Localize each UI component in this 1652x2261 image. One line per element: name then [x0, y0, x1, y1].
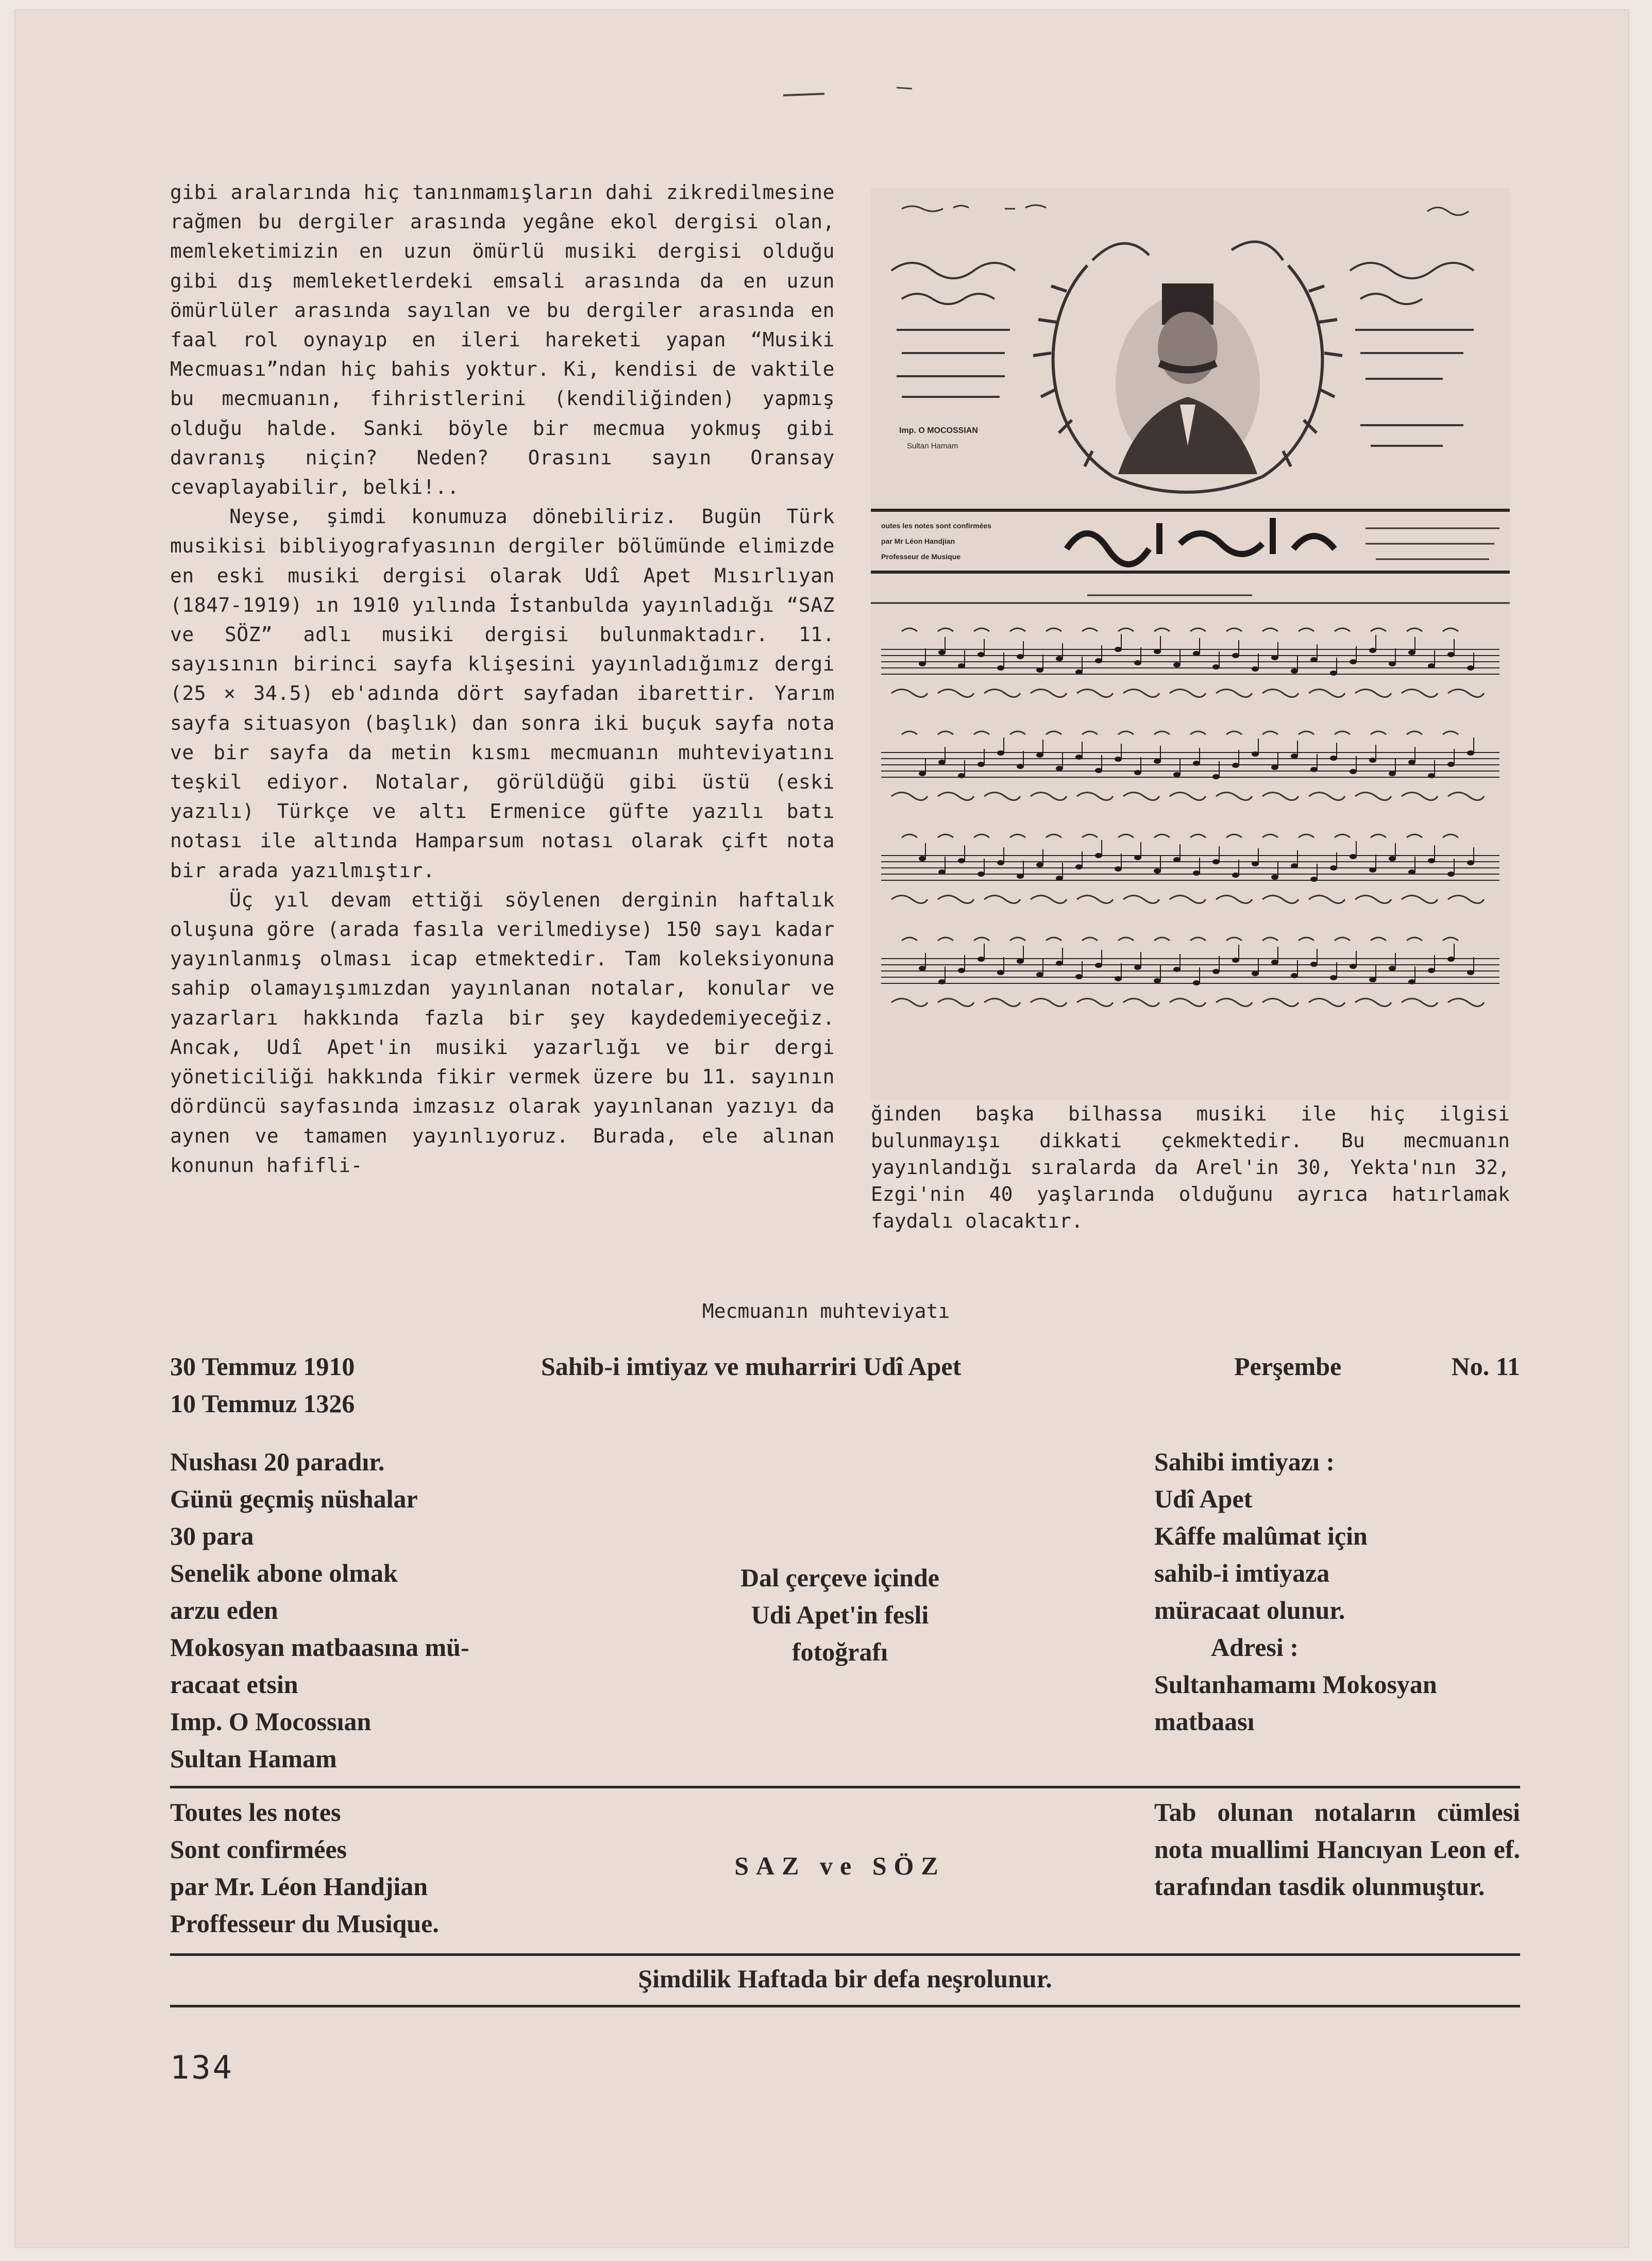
note-head	[958, 663, 965, 668]
note-head	[958, 858, 965, 863]
confirmation-row	[170, 1794, 1520, 1948]
note-head	[1467, 860, 1474, 865]
center-line: Udi Apet'in fesli	[751, 1600, 929, 1629]
divider-line	[170, 1953, 1520, 1956]
left-line: racaat etsin	[170, 1670, 298, 1699]
note-head	[1310, 962, 1318, 967]
note-head	[1232, 958, 1239, 963]
note-head	[1369, 867, 1376, 873]
note-head	[1350, 769, 1357, 774]
note-head	[997, 750, 1004, 756]
paragraph-1: gibi aralarında hiç tanınmamışların dahi zikredilmesine rağmen bu dergiler arasında yegâne ekol dergisi olan, memleketimizin en uzun ömürlü musiki dergisi olduğu gibi dış memleketlerdeki emsali arasında da en uzun ömürlüler arasında sayılan ve bu dergiler arasında en faal rol oynayıp en ileri hareketi yapan “Musiki Mecmuası”ndan hiç bahis yoktur. Ki, kendisi de vaktile bu mecmuanın, fihristlerini (kendiliğinden) yapmış olduğu halde. Sanki böyle bir mecmua yokmuş gibi davranış niçin? Neden? Orasını sayın Oransay cevaplayabilir, belki!..	[170, 181, 835, 499]
note-head	[1428, 968, 1435, 973]
left-line: 30 para	[170, 1521, 254, 1550]
divider-line	[170, 2005, 1520, 2007]
note-head	[1115, 866, 1122, 872]
note-head	[1428, 858, 1435, 863]
note-head	[938, 760, 946, 765]
left-line: Mokosyan matbaasına mü-	[170, 1633, 469, 1662]
note-head	[1075, 755, 1083, 760]
note-head	[1193, 870, 1200, 876]
note-head	[1271, 875, 1278, 880]
note-head	[1369, 648, 1376, 653]
note-head	[1036, 667, 1043, 673]
note-head	[1467, 750, 1474, 756]
note-head	[1252, 971, 1259, 976]
note-head	[1252, 666, 1259, 672]
figure-mid-label-2: par Mr Léon Handjian	[881, 537, 955, 545]
note-head	[1193, 980, 1200, 985]
stray-marks	[773, 77, 979, 108]
note-head	[1017, 654, 1024, 659]
note-head	[1389, 856, 1396, 861]
note-head	[1134, 660, 1141, 665]
left-line: Senelik abone olmak	[170, 1559, 398, 1587]
note-head	[1330, 756, 1337, 761]
note-head	[1115, 976, 1122, 981]
note-head	[1271, 960, 1278, 965]
note-head	[1447, 872, 1455, 877]
note-head	[1389, 771, 1396, 776]
note-head	[919, 856, 926, 861]
article-continuation: ğinden başka bilhassa musiki ile hiç ilgisi bulunmayışı dikkati çekmektedir. Bu mecmuanın yayınlandığı sıralarda da Arel'in 30, Yekta'nın 32, Ezgi'nin 40 yaşlarında olduğunu ayrıca hatırlamak faydalı olacaktır.	[871, 1102, 1510, 1232]
date-gregorian: 30 Temmuz 1910	[170, 1352, 355, 1381]
french-line: Proffesseur du Musique.	[170, 1909, 439, 1938]
note-head	[1428, 663, 1435, 668]
paragraph-2: Neyse, şimdi konumuza dönebiliriz. Bugün Türk musikisi bibliyografyasının dergiler bölümünde elimizde en eski musiki dergisi olarak Udî Apet Mısırlıyan (1847-1919) ın 1910 yılında İstanbulda yayınladığı “SAZ ve SÖZ” adlı musiki dergisi bulunmaktadır. 11. sayısının birinci sayfa klişesini yayınladığımız dergi (25 × 34.5) eb'adında dört sayfadan ibarettir. Yarım sayfa situasyon (başlık) dan sonra iki buçuk sayfa nota ve bir sayfa da metin kısmı mecmuanın muhteviyatını teşkil ediyor. Notalar, görüldüğü gibi üstü (eski yazılı) Türkçe ve altı Ermenice güfte yazılı batı notası ile altında Hamparsum notası olarak çift nota bir arada yazılmıştır.	[170, 505, 835, 882]
note-head	[1075, 864, 1083, 869]
note-head	[1271, 765, 1278, 770]
note-head	[1447, 762, 1455, 767]
note-head	[1291, 863, 1298, 868]
note-head	[1154, 978, 1161, 983]
note-head	[1095, 853, 1102, 858]
note-head	[1154, 649, 1161, 654]
note-head	[1330, 671, 1337, 676]
note-head	[997, 970, 1004, 975]
note-head	[1154, 759, 1161, 764]
note-head	[997, 860, 1004, 865]
note-head	[1232, 653, 1239, 658]
table-caption: Mecmuanın muhteviyatı	[702, 1300, 950, 1322]
date-rumi: 10 Temmuz 1326	[170, 1389, 355, 1418]
magazine-cover-image	[871, 188, 1510, 1100]
note-head	[1232, 873, 1239, 878]
note-head	[1212, 859, 1220, 864]
note-head	[1115, 647, 1122, 652]
note-head	[1291, 973, 1298, 978]
center-line: fotoğrafı	[791, 1637, 888, 1666]
note-head	[1056, 656, 1063, 661]
note-head	[1369, 758, 1376, 763]
masthead-row	[170, 1348, 1520, 1420]
note-head	[919, 966, 926, 971]
magazine-cover-svg	[871, 188, 1510, 1100]
note-head	[977, 652, 985, 657]
note-head	[1095, 768, 1102, 773]
note-head	[1115, 757, 1122, 762]
address-line: matbaası	[1154, 1707, 1255, 1736]
note-head	[1075, 974, 1083, 979]
note-head	[1408, 979, 1415, 984]
figure-left-label-2: Sultan Hamam	[907, 442, 958, 450]
note-head	[1193, 761, 1200, 766]
note-head	[1036, 862, 1043, 867]
note-head	[1252, 751, 1259, 757]
note-head	[938, 979, 946, 984]
note-head	[1134, 855, 1141, 860]
note-head	[1154, 868, 1161, 874]
left-line: Imp. O Mocossıan	[170, 1707, 372, 1736]
note-head	[1036, 972, 1043, 977]
note-head	[1467, 665, 1474, 671]
weekday: Perşembe	[1234, 1352, 1342, 1381]
info-row	[170, 1443, 1520, 1783]
right-line: Kâffe malûmat için	[1154, 1521, 1368, 1550]
address-line: Sultanhamamı Mokosyan	[1154, 1670, 1437, 1699]
photo-description	[634, 1559, 1046, 1670]
note-head	[1036, 752, 1043, 758]
left-line: Günü geçmiş nüshalar	[170, 1484, 418, 1513]
french-line: Sont confirmées	[170, 1835, 347, 1864]
note-head	[958, 968, 965, 973]
note-head	[977, 957, 985, 962]
note-head	[1173, 857, 1181, 862]
note-head	[1330, 975, 1337, 980]
magazine-title: SAZ ve SÖZ	[734, 1851, 946, 1880]
address-label: Adresi :	[1211, 1633, 1299, 1662]
note-head	[1173, 772, 1181, 777]
note-head	[1310, 767, 1318, 772]
note-head	[1134, 770, 1141, 775]
owner-line: Sahib-i imtiyaz ve muharriri Udî Apet	[541, 1352, 962, 1381]
note-head	[1056, 766, 1063, 771]
note-head	[1017, 959, 1024, 964]
note-head	[1173, 662, 1181, 667]
center-line: Dal çerçeve içinde	[740, 1563, 939, 1592]
note-head	[1173, 967, 1181, 972]
note-head	[1291, 668, 1298, 674]
note-head	[1408, 650, 1415, 655]
article-left-column	[170, 178, 835, 1180]
date-block	[170, 1348, 355, 1422]
publication-frequency: Şimdilik Haftada bir defa neşrolunur.	[638, 1964, 1052, 1993]
note-head	[1350, 659, 1357, 664]
note-head	[1095, 963, 1102, 968]
note-head	[1212, 969, 1220, 974]
note-head	[997, 665, 1004, 671]
right-line: Sahibi imtiyazı :	[1154, 1447, 1335, 1476]
note-head	[1310, 657, 1318, 662]
note-head	[1310, 877, 1318, 882]
note-head	[1056, 876, 1063, 881]
french-line: Toutes les notes	[170, 1798, 341, 1827]
note-head	[958, 773, 965, 778]
note-head	[1467, 970, 1474, 975]
left-line: Sultan Hamam	[170, 1744, 337, 1773]
right-line: Udî Apet	[1154, 1484, 1253, 1513]
issue-number: No. 11	[1451, 1352, 1520, 1381]
note-head	[1017, 764, 1024, 769]
note-head	[1389, 661, 1396, 666]
note-head	[1271, 655, 1278, 660]
figure-mid-label-3: Professeur de Musique	[881, 552, 961, 561]
divider-line	[170, 1786, 1520, 1788]
turkish-note: Tab olunan notaların cümlesi nota muallimi Hancıyan Leon ef. tarafından tasdik olunmuştur.	[1154, 1798, 1520, 1901]
note-head	[1075, 669, 1083, 675]
note-head	[1134, 965, 1141, 970]
note-head	[1428, 773, 1435, 778]
owner-info	[1154, 1443, 1520, 1740]
note-head	[1447, 652, 1455, 657]
paragraph-3: Üç yıl devam ettiği söylenen derginin haftalık oluşuna göre (arada fasıla verilmediyse) 150 sayı kadar yayınlanmış olması icap etmektedir. Tam koleksiyonuna sahip olamayışımızdan yayınlanan notalar, konular ve yazarları hakkında fazla bir şey kaydedemiyeceğiz. Ancak, Udî Apet'in musiki yazarlığı ve bir dergi yöneticiliği hakkında fikir vermek üzere bu 11. sayının dördüncü sayfasında imzasız olarak yayınlanan yazıyı da aynen ve tamamen yayınlıyoruz. Burada, ele alınan konunun hafifli-	[170, 888, 835, 1177]
note-head	[1056, 961, 1063, 966]
figure-mid-label-1: outes les notes sont confirmées	[881, 522, 991, 530]
note-head	[1193, 651, 1200, 656]
note-head	[1095, 658, 1102, 663]
note-head	[1017, 874, 1024, 879]
note-head	[1408, 760, 1415, 765]
note-head	[1330, 865, 1337, 870]
note-head	[938, 650, 946, 655]
note-head	[919, 661, 926, 666]
french-note	[170, 1794, 562, 1942]
subscription-info	[170, 1443, 562, 1777]
note-head	[1232, 763, 1239, 768]
french-line: par Mr. Léon Handjian	[170, 1872, 428, 1901]
note-head	[1369, 977, 1376, 982]
note-head	[1350, 854, 1357, 859]
note-head	[1389, 966, 1396, 971]
page-number: 134	[170, 2049, 234, 2086]
left-line: Nushası 20 paradır.	[170, 1447, 385, 1476]
note-head	[1212, 664, 1220, 669]
note-head	[977, 872, 985, 877]
right-line: müracaat olunur.	[1154, 1596, 1345, 1624]
note-head	[977, 762, 985, 767]
note-head	[1291, 753, 1298, 759]
note-head	[1212, 774, 1220, 779]
right-line: sahib-i imtiyaza	[1154, 1559, 1330, 1587]
note-head	[1350, 964, 1357, 969]
note-head	[1408, 869, 1415, 875]
figure-left-label-1: Imp. O MOCOSSIAN	[899, 426, 978, 435]
left-line: arzu eden	[170, 1596, 278, 1624]
note-head	[1447, 957, 1455, 962]
note-head	[938, 869, 946, 875]
note-head	[919, 771, 926, 776]
note-head	[1252, 861, 1259, 866]
